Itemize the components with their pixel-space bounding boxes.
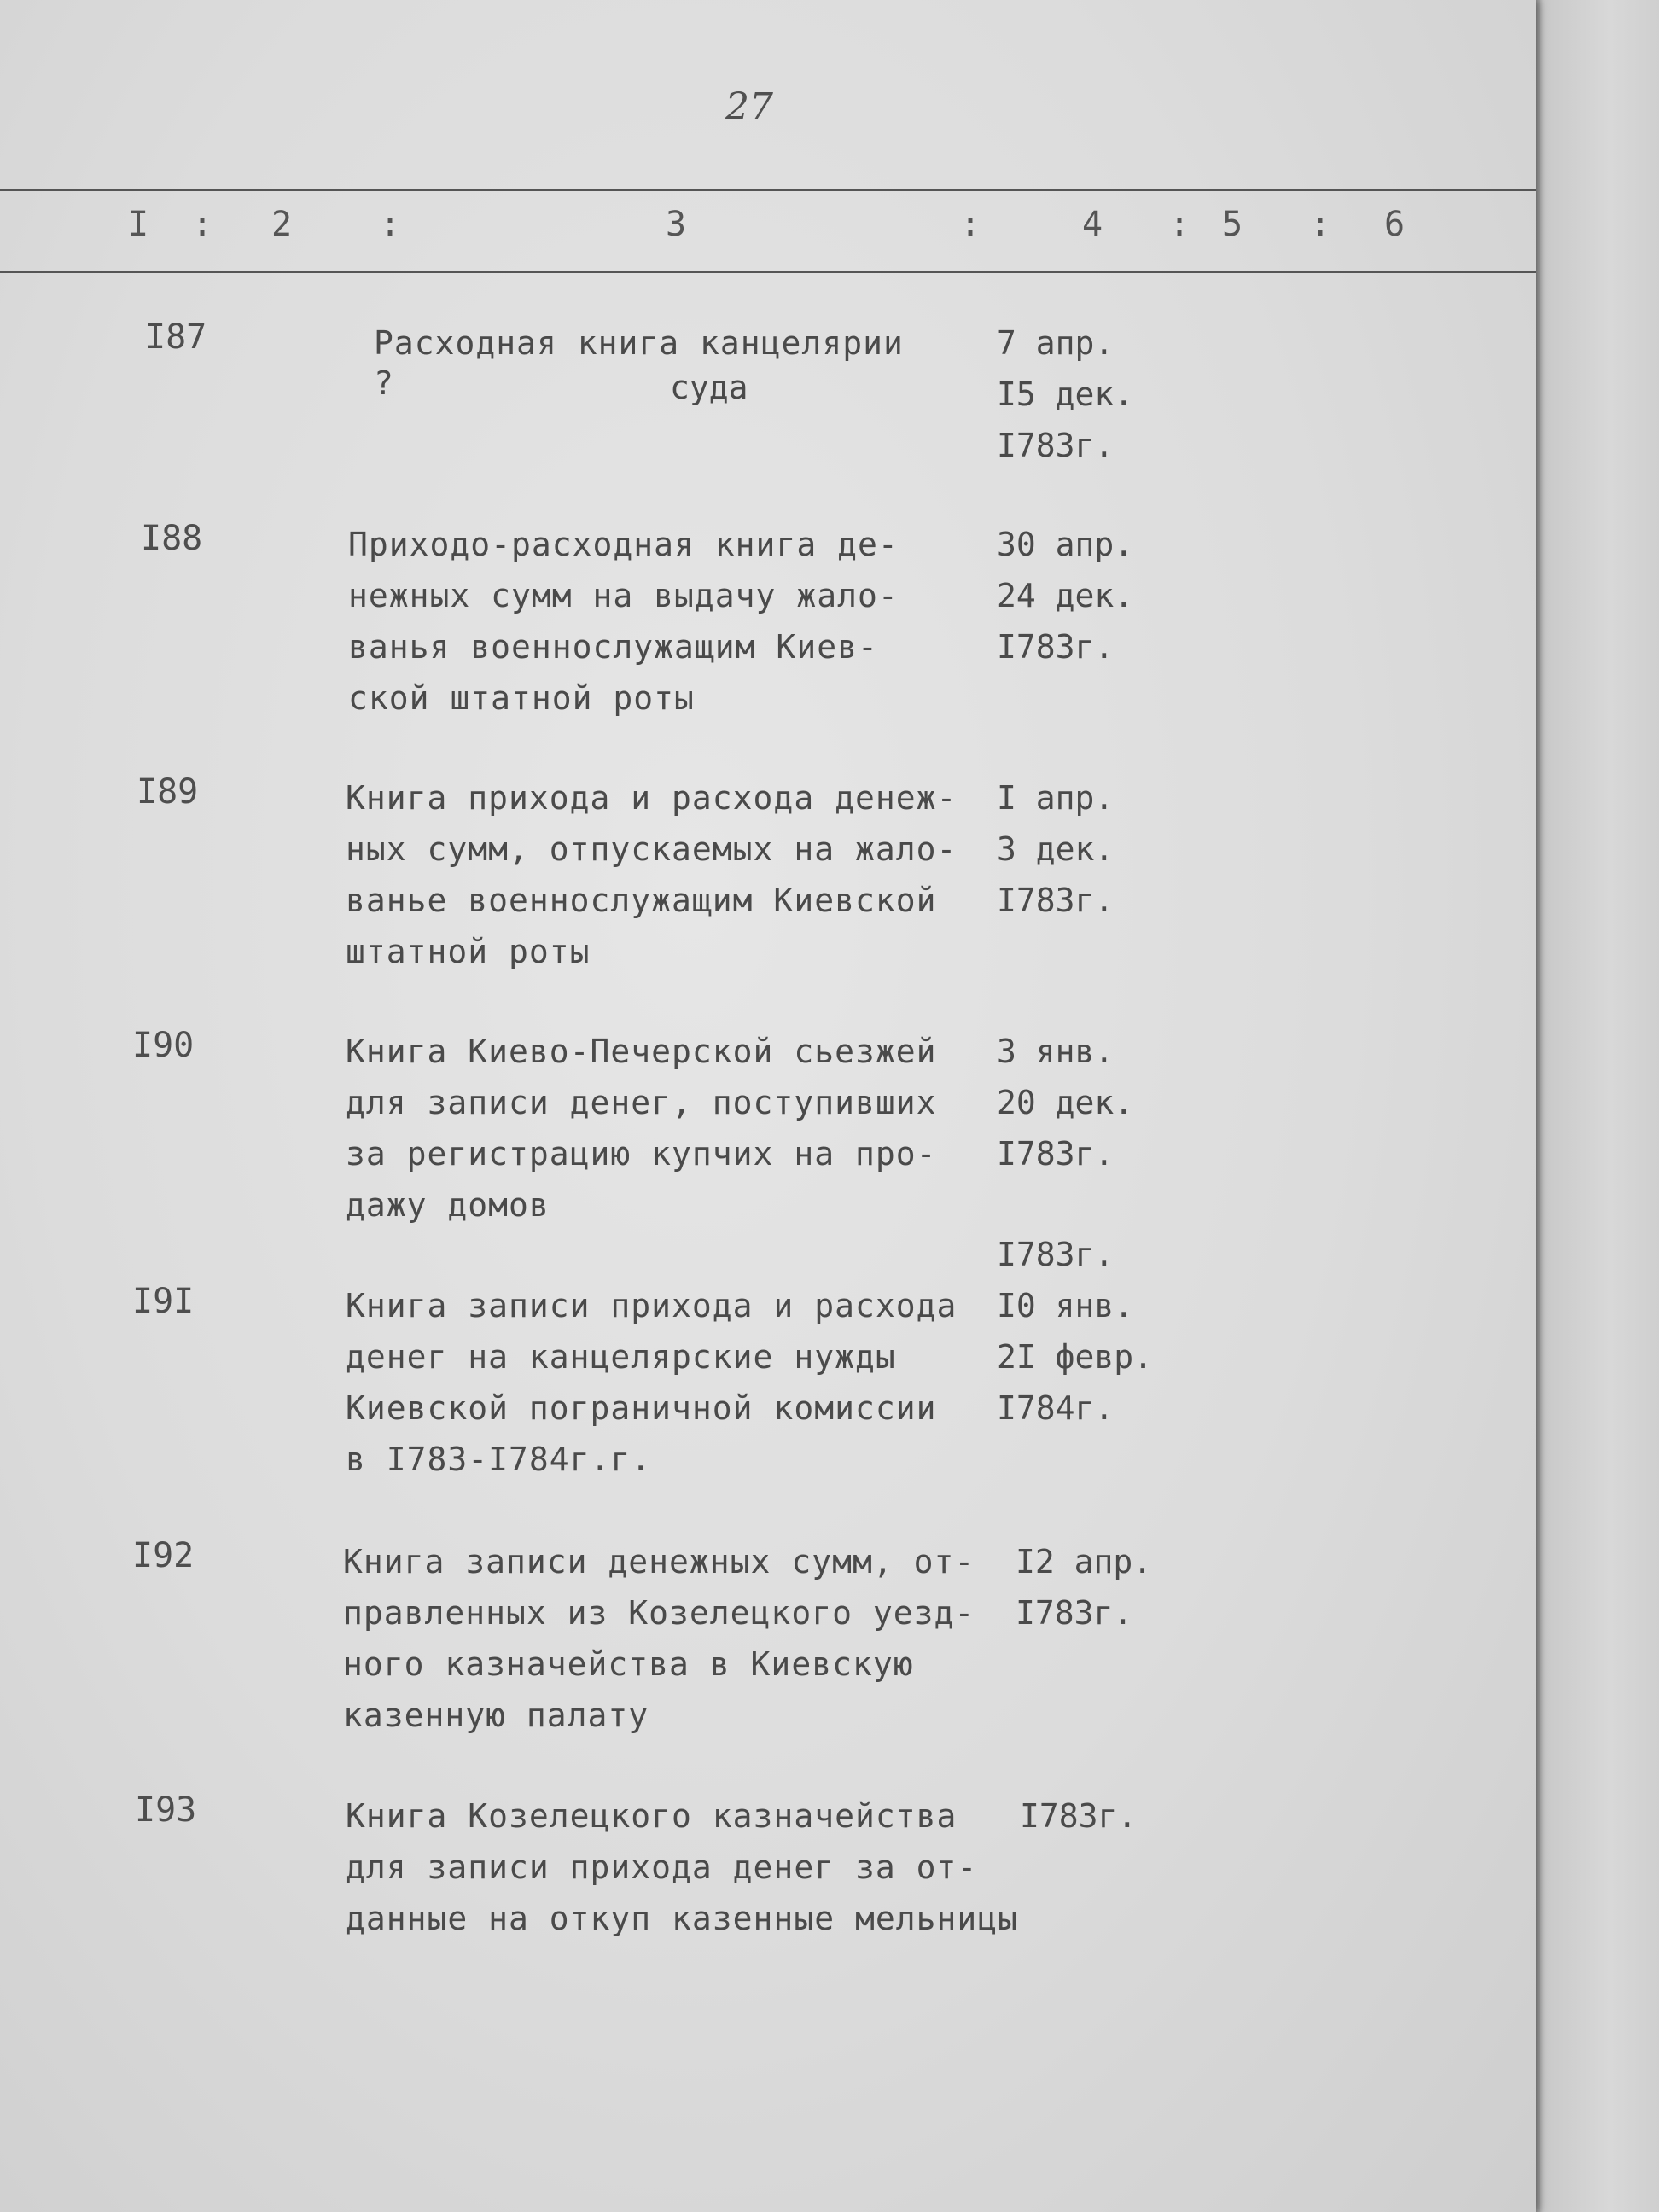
column-header-1: I: [128, 205, 149, 244]
entry-title: Книга записи прихода и расхода денег на канцелярские нужды Киевской пограничной комиссии в I783-I784г.г.: [346, 1287, 958, 1478]
entry-dates: I783г. I0 янв. 2I февр. I784г.: [997, 1236, 1154, 1427]
column-header-6: 6: [1384, 205, 1406, 244]
entry-number: I87: [145, 317, 207, 357]
entry-title: Расходная книга канцелярии: [374, 324, 904, 362]
entry-dates: 30 апр. 24 дек. I783г.: [997, 526, 1134, 666]
column-header-5: 5: [1222, 205, 1243, 244]
column-separator: :: [192, 205, 213, 244]
entry-title: Книга Киево-Печерской сьезжей для записи денег, поступивших за регистрацию купчих на про- дажу домов: [346, 1033, 937, 1224]
column-header-3: 3: [666, 205, 687, 244]
column-header-4: 4: [1082, 205, 1103, 244]
column-separator: :: [1169, 205, 1190, 244]
entry-dates: I апр. 3 дек. I783г.: [997, 779, 1115, 919]
entry-title: Приходо-расходная книга де- нежных сумм на выдачу жало- ванья военнослужащим Киев- ской штатной роты: [348, 526, 899, 717]
column-header-2: 2: [271, 205, 293, 244]
entry-title-continuation: суда: [670, 369, 748, 406]
entry-number: I9I: [132, 1282, 195, 1321]
entry-dates: 7 апр. I5 дек. I783г.: [997, 324, 1134, 464]
entry-dates: I783г.: [1020, 1797, 1138, 1835]
entry-number: I89: [137, 772, 199, 812]
table-header-rule-top: [0, 189, 1536, 191]
entry-title: Книга записи денежных сумм, от- правленных из Козелецкого уезд- ного казначейства в Киевскую казенную палату: [343, 1543, 975, 1734]
column-separator: :: [380, 205, 401, 244]
entry-number: I90: [132, 1026, 195, 1065]
entry-number: I88: [141, 519, 203, 558]
table-header-rule-bottom: [0, 271, 1536, 273]
entry-dates: 3 янв. 20 дек. I783г.: [997, 1033, 1134, 1173]
entry-dates: I2 апр. I783г.: [1016, 1543, 1153, 1632]
entry-number: I92: [132, 1536, 195, 1575]
entry-title: Книга прихода и расхода денеж- ных сумм, отпускаемых на жало- ванье военнослужащим Киевской штатной роты: [346, 779, 958, 970]
column-separator: :: [960, 205, 981, 244]
question-mark-annotation: ?: [374, 364, 393, 402]
column-separator: :: [1310, 205, 1331, 244]
page-edge-shadow: [1536, 0, 1659, 2212]
page-number: 27: [725, 85, 773, 129]
entry-title: Книга Козелецкого казначейства для записи прихода денег за от- данные на откуп казенные мельницы: [346, 1797, 1018, 1937]
entry-number: I93: [135, 1790, 197, 1830]
